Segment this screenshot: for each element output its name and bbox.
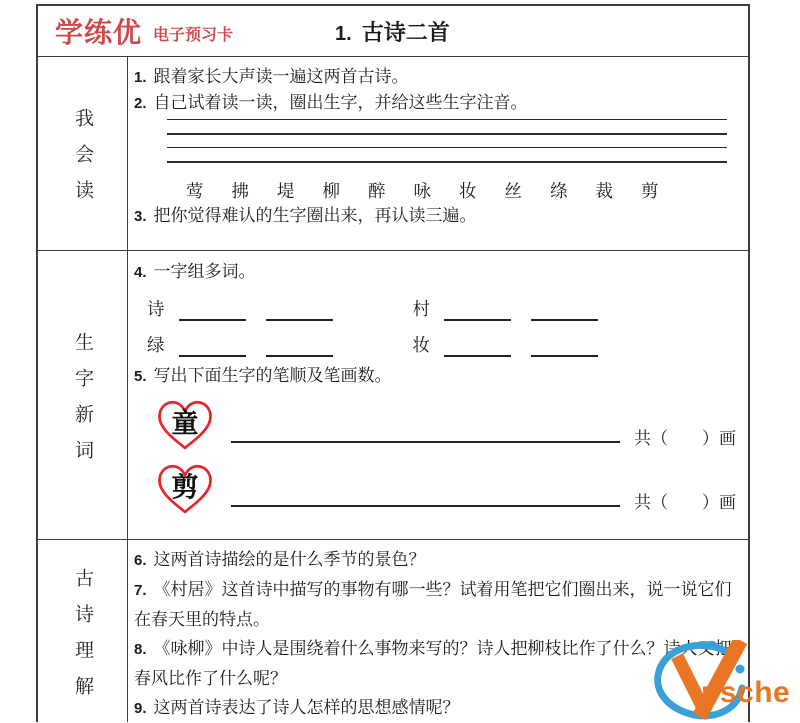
section-comprehension-label: 古诗理解 — [72, 567, 93, 712]
section-read-label-cell — [38, 57, 128, 250]
item-number: 6. — [134, 552, 147, 569]
writing-line — [167, 161, 727, 175]
task-item-6 — [134, 545, 742, 575]
vocab-char: 柳 — [322, 180, 340, 201]
stroke-count-label: 共（ ）画 — [634, 493, 736, 512]
stroke-order-line — [231, 441, 620, 443]
word-blank — [444, 345, 511, 357]
lesson-title-text: 古诗二首 — [361, 19, 450, 45]
stroke-count-label: 共（ ）画 — [634, 429, 736, 448]
stroke-order-row-1 — [155, 397, 736, 453]
word-char: 村 — [412, 299, 430, 319]
word-char: 妆 — [412, 335, 430, 355]
writing-lines — [167, 119, 727, 175]
stroke-char: 童 — [171, 408, 199, 439]
vocab-character-row — [186, 177, 742, 203]
brand-logo-text: 学练优 — [55, 18, 143, 49]
task-item-3 — [134, 203, 742, 229]
vocab-char: 醉 — [368, 180, 386, 201]
item-text: 自己试着读一读，圈出生字，并给这些生字注音。 — [153, 93, 528, 112]
item-text: 写出下面生字的笔顺及笔画数。 — [153, 366, 392, 385]
vocab-char: 咏 — [413, 180, 431, 201]
section-read-content — [128, 57, 748, 250]
brand-subtitle: 电子预习卡 — [153, 26, 234, 44]
vocab-char: 剪 — [641, 180, 659, 201]
lesson-number: 1. — [335, 22, 352, 45]
word-blank — [179, 309, 246, 321]
vocab-char: 绦 — [550, 180, 568, 201]
vocab-char: 堤 — [277, 180, 295, 201]
stroke-char: 剪 — [171, 472, 199, 503]
section-comprehension — [38, 540, 748, 722]
item-number: 5. — [134, 368, 147, 385]
task-item-8 — [134, 634, 742, 693]
writing-line — [167, 147, 727, 161]
item-text: 这两首诗表达了诗人怎样的思想感情呢？ — [153, 698, 460, 717]
item-number: 7. — [134, 582, 147, 599]
item-number: 1. — [134, 69, 147, 86]
word-blank — [266, 309, 333, 321]
heart-icon — [155, 397, 215, 453]
section-read — [38, 57, 748, 251]
item-number: 4. — [134, 264, 147, 281]
item-text: 一字组多词。 — [153, 262, 256, 281]
header-row — [38, 6, 748, 57]
item-number: 8. — [134, 641, 147, 658]
task-item-1 — [134, 64, 742, 90]
preview-card-table — [36, 4, 750, 722]
word-blank — [531, 345, 598, 357]
writing-line — [167, 133, 727, 147]
item-text: 把你觉得难认的生字圈出来，再认读三遍。 — [153, 206, 477, 225]
task-item-2 — [134, 90, 742, 116]
word-blank — [531, 309, 598, 321]
vocab-char: 莺 — [186, 180, 204, 201]
task-item-9 — [134, 693, 742, 723]
stroke-order-row-2 — [155, 461, 736, 517]
section-comprehension-content — [128, 540, 748, 722]
item-text: 跟着家长大声读一遍这两首古诗。 — [153, 67, 409, 86]
item-text: 这两首诗描绘的是什么季节的景色？ — [153, 550, 426, 569]
word-building-row-2 — [147, 327, 742, 357]
writing-line — [167, 119, 727, 133]
vocab-char: 妆 — [459, 180, 477, 201]
word-char: 诗 — [147, 299, 165, 319]
item-text: 《村居》这首诗中描写的事物有哪一些？试着用笔把它们圈出来，说一说它们在春天里的特点。 — [134, 580, 732, 629]
word-char: 绿 — [147, 335, 165, 355]
word-blank — [444, 309, 511, 321]
word-building-row-1 — [147, 291, 742, 321]
heart-icon — [155, 461, 215, 517]
item-text: 《咏柳》中诗人是围绕着什么事物来写的？诗人把柳枝比作了什么？诗人又把春风比作了什么呢？ — [134, 639, 732, 688]
section-words — [38, 251, 748, 540]
task-item-5 — [134, 363, 742, 389]
watermark-text: psche — [701, 676, 791, 709]
item-number: 2. — [134, 95, 147, 112]
section-read-label: 我会读 — [72, 108, 93, 216]
word-blank — [266, 345, 333, 357]
section-comprehension-label-cell — [38, 540, 128, 722]
task-item-4 — [134, 259, 742, 285]
section-words-content — [128, 251, 748, 539]
task-item-7 — [134, 575, 742, 634]
section-words-label: 生字新词 — [72, 331, 93, 476]
vocab-char: 丝 — [504, 180, 522, 201]
vocab-char: 拂 — [231, 180, 249, 201]
item-number: 9. — [134, 700, 147, 717]
item-number: 3. — [134, 208, 147, 225]
vocab-char: 裁 — [595, 180, 613, 201]
page-title — [335, 16, 450, 47]
stroke-order-line — [231, 505, 620, 507]
section-words-label-cell — [38, 251, 128, 539]
word-blank — [179, 345, 246, 357]
